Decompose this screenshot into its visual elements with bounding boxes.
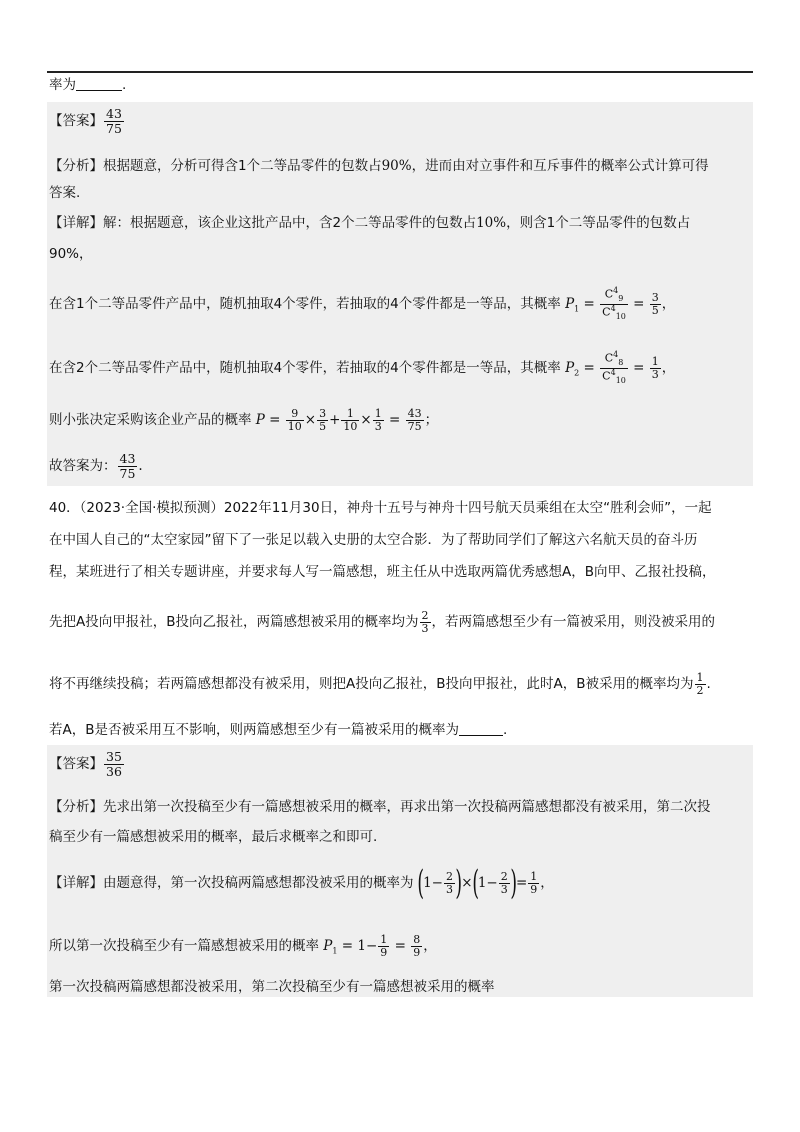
prev-final-answer: 故答案为： $\frac{43}{75}$ . [49, 451, 143, 481]
answer-blank [76, 76, 122, 91]
q40-line-3: 程，某班进行了相关专题讲座，并要求每人写一篇感想，班主任从中选取两篇优秀感想A，B向甲、乙报社投稿， [49, 564, 716, 580]
prev-analysis-cont: 答案. [49, 185, 81, 201]
p1-combination: $\frac{C^4_9}{C^4_{10}}$ [602, 286, 626, 321]
p1-value: $\frac{3}{5}$ [651, 290, 659, 317]
prev-detail-1: 【详解】解：根据题意，该企业这批产品中，含2个二等品零件的包数占10%，则含1个二等品零件的包数占 [49, 215, 691, 231]
q40-detail-2: 所以第一次投稿至少有一篇感想被采用的概率 $P_1 = 1-$ $\frac{1}{9}$ = $\frac{8}{9}$ ， [49, 932, 437, 959]
prev-detail-p2: 在含2个二等品零件产品中，随机抽取4个零件，若抽取的4个零件都是一等品，其概率 $P_2$ = $\frac{C^4_8}{C^4_{10}}$ = $\frac{1}{3}$ ， [49, 350, 676, 385]
prev-answer-fraction: $\frac{43}{75}$ [106, 106, 122, 136]
q40-detail-1: 【详解】由题意得，第一次投稿两篇感想都没被采用的概率为 (1− $\frac{2}{3}$ )×(1− $\frac{2}{3}$ )= $\frac{1}{9}$ ， [49, 863, 554, 903]
q40-line-2: 在中国人自己的“太空家园”留下了一张足以载入史册的太空合影．为了帮助同学们了解这六名航天员的奋斗历 [49, 532, 698, 548]
prev-detail-2: 90%， [49, 246, 93, 262]
q40-answer: 【答案】 $\frac{35}{36}$ [49, 749, 122, 779]
prev-analysis: 【分析】根据题意，分析可得含1个二等品零件的包数占90%，进而由对立事件和互斥事件的概率公式计算可得 [49, 158, 709, 174]
prev-detail-total: 则小张决定采购该企业产品的概率 P = $\frac{9}{10}$ × $\frac{3}{5}$ + $\frac{1}{10}$ × $\frac{1}{3}$ = $\frac{43}{75}$ ； [49, 406, 439, 433]
prev-question-tail: 率为 . [49, 77, 127, 93]
q40-analysis-1: 【分析】先求出第一次投稿至少有一篇感想被采用的概率，再求出第一次投稿两篇感想都没有被采用，第二次投 [49, 799, 711, 815]
prev-answer: 【答案】 $\frac{43}{75}$ [49, 106, 122, 136]
top-divider [47, 71, 753, 73]
q40-line-6: 若A，B是否被采用互不影响，则两篇感想至少有一篇被采用的概率为 . [49, 722, 508, 738]
prev-detail-p1: 在含1个二等品零件产品中，随机抽取4个零件，若抽取的4个零件都是一等品，其概率 $P_1$ = $\frac{C^4_9}{C^4_{10}}$ = $\frac{3}{5}$ ， [49, 286, 676, 321]
q40-detail-3: 第一次投稿两篇感想都没被采用，第二次投稿至少有一篇感想被采用的概率 [49, 979, 495, 995]
q40-line-4: 先把A投向甲报社，B投向乙报社，两篇感想被采用的概率均为 $\frac{2}{3}$ ，若两篇感想至少有一篇被采用，则没被采用的 [49, 608, 715, 635]
p2-value: $\frac{1}{3}$ [651, 354, 659, 381]
q40-analysis-2: 稿至少有一篇感想被采用的概率，最后求概率之和即可. [49, 829, 378, 845]
q40-answer-blank [459, 721, 503, 736]
q40-line-5: 将不再继续投稿；若两篇感想都没有被采用，则把A投向乙报社，B投向甲报社，此时A，B被采用的概率均为 $\frac{1}{2}$ . [49, 670, 711, 697]
q40-line-1: 40．（2023·全国·模拟预测）2022年11月30日，神舟十五号与神舟十四号航天员乘组在太空“胜利会师”，一起 [49, 500, 712, 516]
p2-combination: $\frac{C^4_8}{C^4_{10}}$ [602, 350, 626, 385]
